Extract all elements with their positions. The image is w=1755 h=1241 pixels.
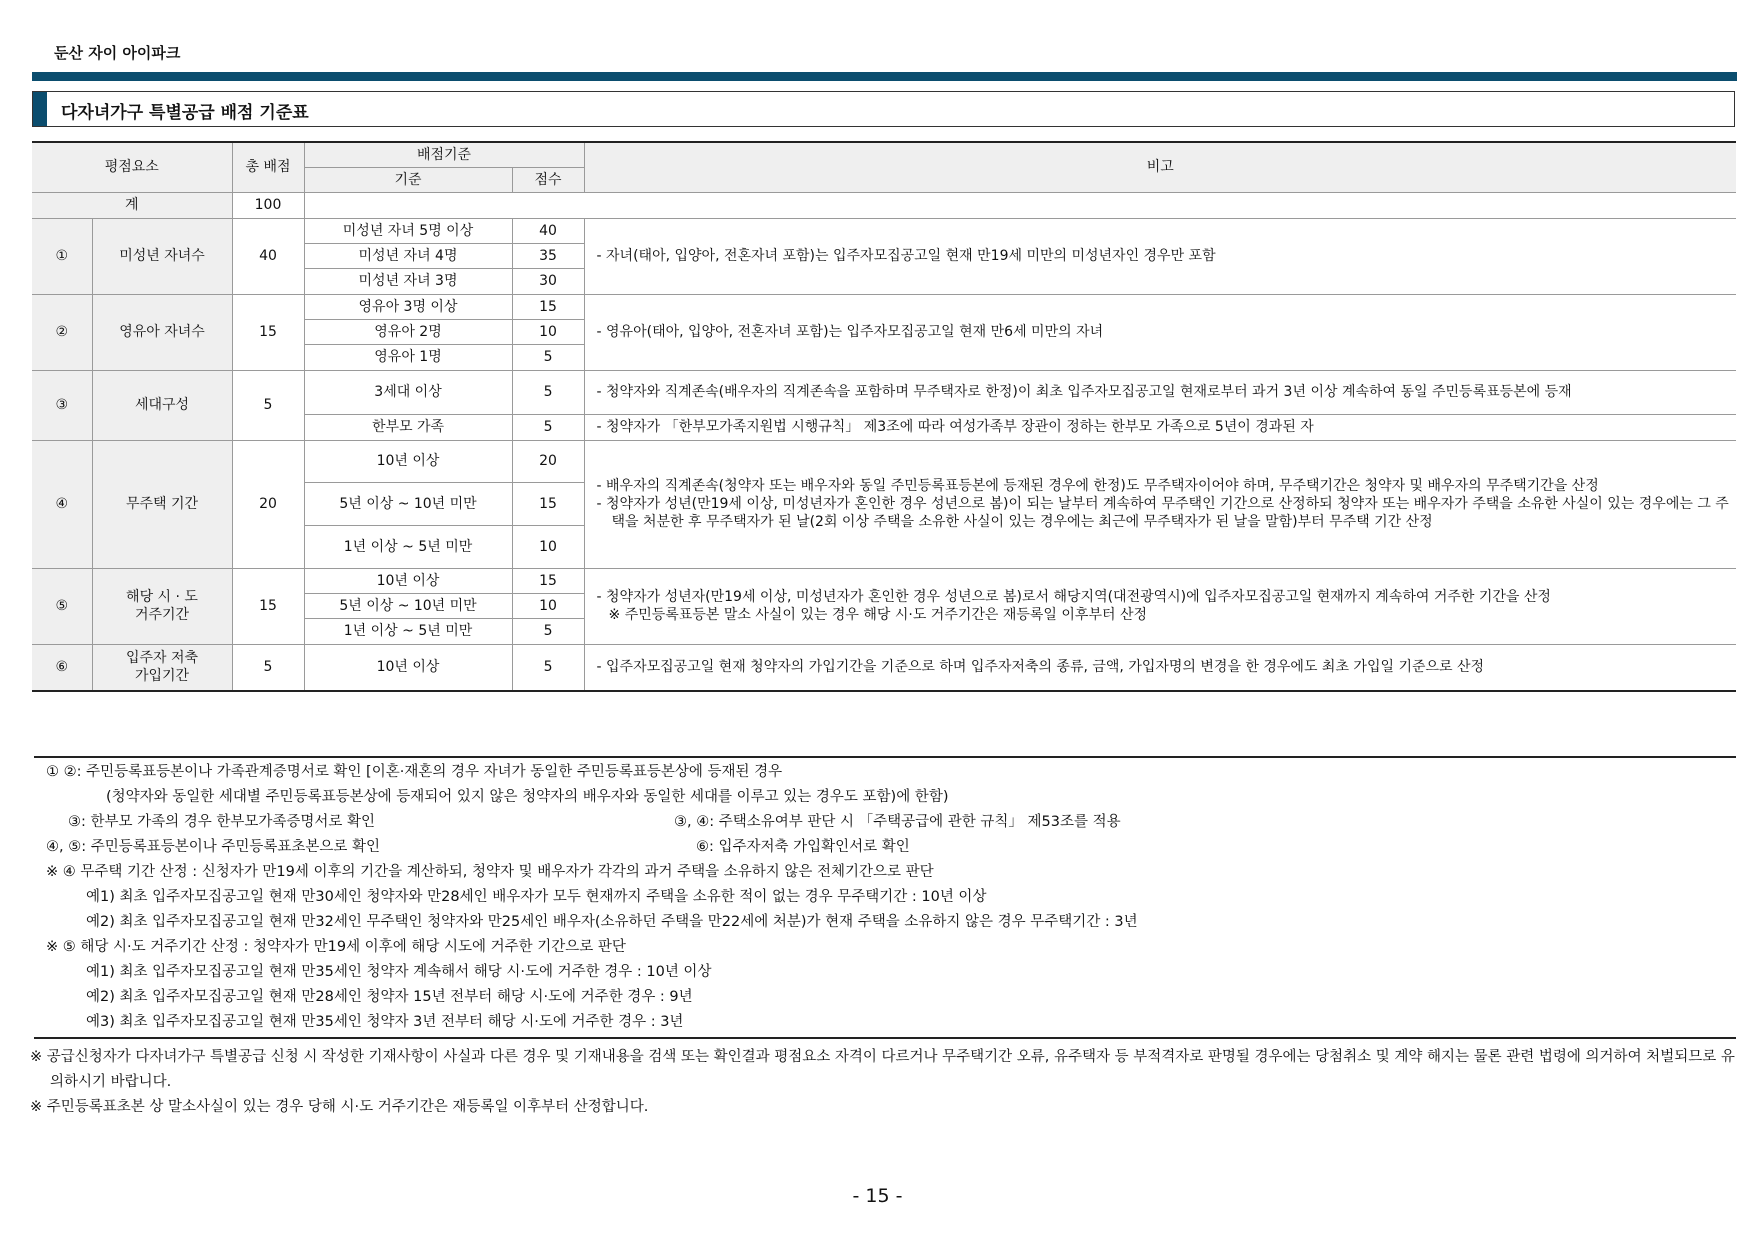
- footnote-line: ④, ⑤: 주민등록표등본이나 주민등록표초본으로 확인: [46, 839, 381, 855]
- criteria-label: 5년 이상 ~ 10년 미만: [304, 593, 512, 618]
- footnote-line: ※ ⑤ 해당 시·도 거주기간 산정 : 청약자가 만19세 이후에 해당 시도에 거주한 기간으로 판단: [46, 939, 626, 955]
- header-criteria: 기준: [304, 167, 512, 192]
- criteria-score: 10: [512, 593, 584, 618]
- section-title: 다자녀가구 특별공급 배점 기준표: [61, 103, 309, 123]
- footnote-top-rule: [34, 756, 1736, 758]
- row-number: ⑥: [32, 644, 92, 691]
- criteria-score: 15: [512, 294, 584, 319]
- criteria-score: 5: [512, 370, 584, 414]
- criteria-score: 5: [512, 344, 584, 370]
- footnote-line: 예2) 최초 입주자모집공고일 현재 만28세인 청약자 15년 전부터 해당 시·도에 거주한 경우 : 9년: [86, 989, 693, 1005]
- note-line: - 청약자가 성년자(만19세 이상, 미성년자가 혼인한 경우 성년으로 봄)로서 해당지역(대전광역시)에 입주자모집공고일 현재까지 계속하여 거주한 기간을 산정: [596, 589, 1551, 605]
- note-line: - 청약자가 성년(만19세 이상, 미성년자가 혼인한 경우 성년으로 봄)이 되는 날부터 계속하여 무주택인 기간으로 산정하되 청약자 또는 배우자가 주택을 소유한 사실이 있는 경우에는 그 주택을 처분한 후 무주택자가 된 날(2회 이상 주택을 소유한 사실이 있는 경우에는 최근에 무주택자가 된 날을 말함)부터 무주택 기간 산정: [596, 496, 1729, 530]
- table-row: [32, 294, 1736, 319]
- criteria-label: 한부모 가족: [304, 414, 512, 440]
- row-factor: 무주택 기간: [92, 440, 232, 568]
- section-title-box: [32, 91, 1735, 127]
- document-header-title: 둔산 자이 아이파크: [54, 44, 181, 62]
- row-factor-line: 입주자 저축: [125, 650, 199, 667]
- row-factor: [92, 568, 232, 644]
- criteria-score: 10: [512, 525, 584, 568]
- criteria-score: 10: [512, 319, 584, 344]
- header-remarks: 비고: [584, 142, 1736, 192]
- row-factor: 세대구성: [92, 370, 232, 440]
- row-factor-line: 가입기간: [134, 668, 190, 685]
- note-line: - 입주자모집공고일 현재 청약자의 가입기간을 기준으로 하며 입주자저축의 종류, 금액, 가입자명의 변경을 한 경우에도 최초 가입일 기준으로 산정: [596, 659, 1485, 676]
- bottom-note: ※ 주민등록표초본 상 말소사실이 있는 경우 당해 시·도 거주기간은 재등록일 이후부터 산정합니다.: [30, 1099, 649, 1115]
- row-total: 5: [232, 644, 304, 691]
- row-note: [584, 568, 1736, 644]
- header-criteria-group: 배점기준: [304, 142, 584, 167]
- criteria-label: 1년 이상 ~ 5년 미만: [304, 618, 512, 644]
- note-line: - 배우자의 직계존속(청약자 또는 배우자와 동일 주민등록표등본에 등재된 경우에 한정)도 무주택자이어야 하며, 무주택기간은 청약자 및 배우자의 무주택기간을 산정: [596, 478, 1599, 494]
- criteria-label: 3세대 이상: [304, 370, 512, 414]
- row-note: [584, 218, 1736, 294]
- total-empty: [304, 192, 1736, 218]
- row-number: ④: [32, 440, 92, 568]
- row-number: ③: [32, 370, 92, 440]
- row-total: 20: [232, 440, 304, 568]
- total-row: [32, 192, 1736, 218]
- row-note: [584, 440, 1736, 568]
- criteria-score: 35: [512, 243, 584, 268]
- row-factor: 미성년 자녀수: [92, 218, 232, 294]
- criteria-label: 미성년 자녀 4명: [304, 243, 512, 268]
- row-number: ②: [32, 294, 92, 370]
- row-note: [584, 414, 1736, 440]
- table-row: [32, 440, 1736, 482]
- criteria-label: 10년 이상: [304, 568, 512, 593]
- total-label: 계: [32, 192, 232, 218]
- criteria-score: 30: [512, 268, 584, 294]
- criteria-label: 5년 이상 ~ 10년 미만: [304, 482, 512, 525]
- criteria-label: 10년 이상: [304, 440, 512, 482]
- note-line: ※ 주민등록표등본 말소 사실이 있는 경우 해당 시·도 거주기간은 재등록일 이후부터 산정: [608, 607, 1148, 623]
- page-number: - 15 -: [852, 1185, 903, 1207]
- row-note: [584, 644, 1736, 691]
- criteria-label: 미성년 자녀 3명: [304, 268, 512, 294]
- row-factor-line: 해당 시 · 도: [126, 589, 198, 605]
- table-row: [32, 218, 1736, 243]
- criteria-score: 5: [512, 414, 584, 440]
- row-total: 40: [232, 218, 304, 294]
- criteria-score: 5: [512, 618, 584, 644]
- footnote-line: 예2) 최초 입주자모집공고일 현재 만32세인 무주택인 청약자와 만25세인 배우자(소유하던 주택을 만22세에 처분)가 현재 주택을 소유하지 않은 경우 무주택기간 : 3년: [86, 914, 1138, 930]
- table-header-row: [32, 142, 1736, 167]
- table-row: [32, 568, 1736, 593]
- section-accent-bar: [33, 92, 47, 126]
- row-total: 5: [232, 370, 304, 440]
- header-factor: 평점요소: [32, 142, 232, 192]
- footnote-row: [34, 810, 1734, 835]
- criteria-label: 10년 이상: [304, 644, 512, 691]
- footnote-line: ※ ④ 무주택 기간 산정 : 신청자가 만19세 이후의 기간을 계산하되, 청약자 및 배우자가 각각의 과거 주택을 소유하지 않은 전체기간으로 판단: [46, 864, 934, 880]
- row-number: ⑤: [32, 568, 92, 644]
- note-line: - 청약자가 「한부모가족지원법 시행규칙」 제3조에 따라 여성가족부 장관이 정하는 한부모 가족으로 5년이 경과된 자: [596, 419, 1314, 435]
- row-total: 15: [232, 294, 304, 370]
- footnote-line: 예1) 최초 입주자모집공고일 현재 만35세인 청약자 계속해서 해당 시·도에 거주한 경우 : 10년 이상: [86, 964, 712, 980]
- note-line: - 청약자와 직계존속(배우자의 직계존속을 포함하며 무주택자로 한정)이 최초 입주자모집공고일 현재로부터 과거 3년 이상 계속하여 동일 주민등록표등본에 등재: [596, 384, 1572, 400]
- row-number: ①: [32, 218, 92, 294]
- footnote-bottom-rule: [34, 1037, 1736, 1039]
- header-total: 총 배점: [232, 142, 304, 192]
- footnote-line: ⑥: 입주자저축 가입확인서로 확인: [696, 839, 910, 855]
- criteria-label: 영유아 1명: [304, 344, 512, 370]
- footnote-line: ③, ④: 주택소유여부 판단 시 「주택공급에 관한 규칙」 제53조를 적용: [674, 814, 1121, 830]
- criteria-score: 15: [512, 568, 584, 593]
- footnote-line: (청약자와 동일한 세대별 주민등록표등본상에 등재되어 있지 않은 청약자의 배우자와 동일한 세대를 이루고 있는 경우도 포함)에 한함): [106, 789, 949, 805]
- footnote-line: ③: 한부모 가족의 경우 한부모가족증명서로 확인: [68, 814, 376, 830]
- header-bar: [32, 72, 1737, 81]
- criteria-score: 20: [512, 440, 584, 482]
- table-row: [32, 644, 1736, 691]
- bottom-note: ※ 공급신청자가 다자녀가구 특별공급 신청 시 작성한 기재사항이 사실과 다른 경우 및 기재내용을 검색 또는 확인결과 평점요소 자격이 다르거나 무주택기간 오류, 유주택자 등 부적격자로 판명될 경우에는 당첨취소 및 계약 해지는 물론 관련 법령에 의거하여 처벌되므로 유의하시기 바랍니다.: [30, 1049, 1735, 1090]
- criteria-label: 영유아 3명 이상: [304, 294, 512, 319]
- footnote-line: ① ②: 주민등록표등본이나 가족관계증명서로 확인 [이혼·재혼의 경우 자녀가 동일한 주민등록표등본상에 등재된 경우: [46, 764, 783, 780]
- footnote-row: [34, 835, 1734, 860]
- score-table: [32, 141, 1736, 692]
- criteria-score: 40: [512, 218, 584, 243]
- row-factor: [92, 644, 232, 691]
- footnote-line: 예1) 최초 입주자모집공고일 현재 만30세인 청약자와 만28세인 배우자가 모두 현재까지 주택을 소유한 적이 없는 경우 무주택기간 : 10년 이상: [86, 889, 987, 905]
- row-factor: 영유아 자녀수: [92, 294, 232, 370]
- table-row: [32, 370, 1736, 414]
- footnotes: [34, 760, 1734, 1035]
- note-line: - 영유아(태아, 입양아, 전혼자녀 포함)는 입주자모집공고일 현재 만6세 미만의 자녀: [596, 324, 1104, 340]
- criteria-score: 15: [512, 482, 584, 525]
- footnote-line: 예3) 최초 입주자모집공고일 현재 만35세인 청약자 3년 전부터 해당 시·도에 거주한 경우 : 3년: [86, 1014, 684, 1030]
- criteria-label: 영유아 2명: [304, 319, 512, 344]
- header-score: 점수: [512, 167, 584, 192]
- note-line: - 자녀(태아, 입양아, 전혼자녀 포함)는 입주자모집공고일 현재 만19세 미만의 미성년자인 경우만 포함: [596, 248, 1216, 264]
- total-value: 100: [232, 192, 304, 218]
- criteria-score: 5: [512, 644, 584, 691]
- row-total: 15: [232, 568, 304, 644]
- bottom-notes: [30, 1045, 1736, 1120]
- criteria-label: 1년 이상 ~ 5년 미만: [304, 525, 512, 568]
- row-factor-line: 거주기간: [134, 607, 190, 623]
- row-note: [584, 370, 1736, 414]
- row-note: [584, 294, 1736, 370]
- criteria-label: 미성년 자녀 5명 이상: [304, 218, 512, 243]
